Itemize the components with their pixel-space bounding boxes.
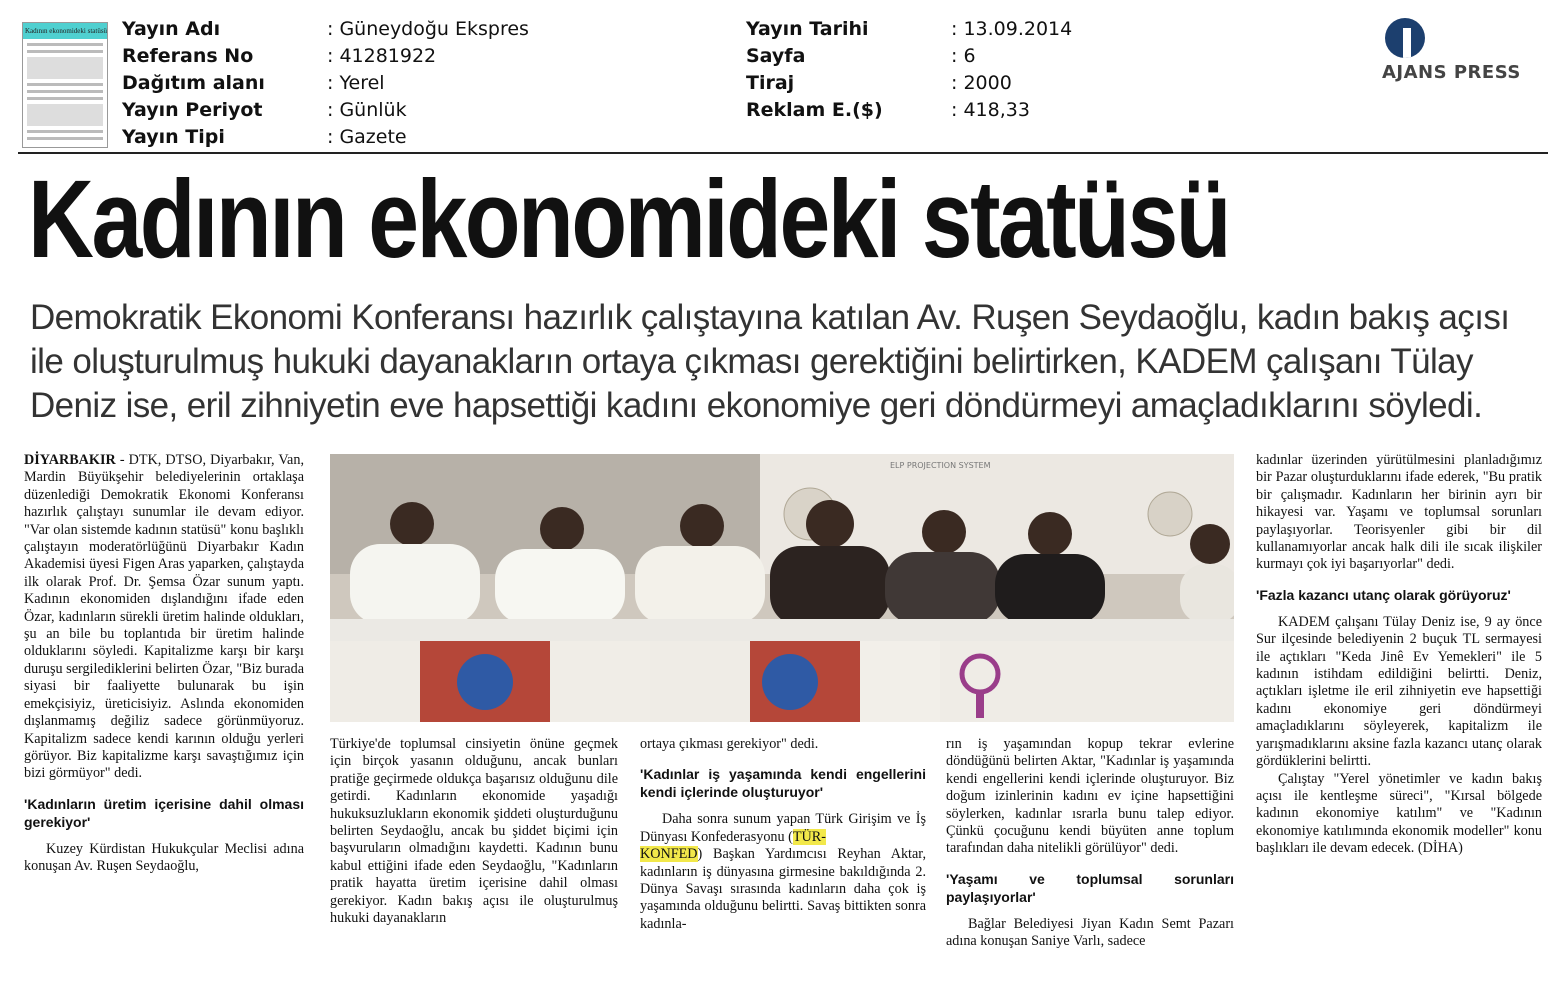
meta-key: Dağıtım alanı: [122, 72, 265, 94]
meta-key: Yayın Adı: [122, 18, 221, 40]
thumbnail-line: [27, 130, 103, 133]
meta-row: [746, 43, 1072, 70]
highlighted-text: TÜR-: [792, 828, 826, 845]
meta-value: : 13.09.2014: [951, 18, 1073, 40]
subheading: 'Fazla kazancı utanç olarak görüyoruz': [1256, 586, 1511, 603]
logo-mark-icon: [1385, 18, 1425, 58]
meta-key: Reklam E.($): [746, 99, 883, 121]
logo-text: AJANS PRESS: [1382, 62, 1521, 83]
meta-row: [746, 16, 1072, 43]
subheading: 'Yaşamı ve toplumsal sorunları paylaşıyorlar': [946, 870, 1234, 905]
meta-value: : 6: [951, 45, 976, 67]
conference-panel-photo: [330, 454, 1234, 722]
ajans-press-logo: [1382, 18, 1546, 90]
meta-row: [122, 97, 529, 124]
meta-row: [122, 43, 529, 70]
paragraph: Türkiye'de toplumsal cinsiyetin önüne geçmek için birçok yasanın olduğunu, ancak bunları pratiğe geçirmede oldukça başarısız olduğunu dile getirdi. Kadınların ekonomide yaşadığı hukuksuzlukların ekonomik şiddeti oluşturduğunu belirten Seydaoğlu, ancak bu şiddet biçimi için başvuruların olmadığını kaydetti. Kadının bunu kabul ettiğini ifade eden Seydaoğlu, "Kadınların pratik hayatta üretim içerisine dahil olması gerekiyor. Kadın bakış açısı ile oluşturulmuş hukuki dayanakların: [330, 736, 618, 927]
photo-screen-text: ELP PROJECTION SYSTEM: [890, 461, 991, 470]
publication-meta-right: [746, 16, 1072, 124]
thumbnail-line: [27, 90, 103, 93]
meta-value: : Gazete: [327, 126, 407, 148]
subheading: 'Kadınların üretim içerisine dahil olması gerekiyor': [24, 795, 304, 830]
thumbnail-block: [27, 104, 103, 126]
header-divider: [18, 152, 1548, 154]
thumbnail-line: [27, 97, 103, 100]
paragraph: ortaya çıkması gerekiyor" dedi.: [640, 736, 819, 752]
article-column-1: [24, 452, 304, 876]
dateline: DİYARBAKIR: [24, 452, 116, 468]
paragraph: [24, 452, 304, 783]
meta-key: Yayın Tipi: [122, 126, 225, 148]
thumbnail-line: [27, 137, 103, 140]
meta-key: Tiraj: [746, 72, 795, 94]
thumbnail-line: [27, 83, 103, 86]
thumbnail-line: [27, 43, 103, 46]
meta-row: [746, 70, 1072, 97]
article-photo: [330, 454, 1234, 722]
meta-value: : Yerel: [327, 72, 385, 94]
page-thumbnail: [22, 22, 108, 148]
paragraph-text: - DTK, DTSO, Diyarbakır, Van, Mardin Büyükşehir belediyelerinin ortaklaşa düzenlediği Demokratik Ekonomi Konferansı hazırlık çalıştayı sunumlar ile devam ediyor. "Var olan sistemde kadının statüsü" konu başlıklı çalıştayın moderatörlüğünü Diyarbakır Kadın Akademisi üyesi Figen Aras yaparken, çalıştayda ilk olarak Prof. Dr. Şemsa Özar sunum yaptı. Kadının ekonomiden dışlandığını ifade eden Özar, kadınların sürekli üretim halinde oldukları, şu an bile bu toplantıda bir üretim halinde olduklarını söyledi. Kapitalizme karşı bir karşı duruşu sergilediklerini belirten Özar, "Biz burada siyasi bir faaliyette bulunarak bu işin emekçisiyiz, üreticisiyiz. Aslında ekonomiden dışlanmamış değiliz sadece görünmüyoruz. Kapitalizm sadece kendi karının olduğu yerleri görüyor. Biz kapitalizme karşı savaştığımız için bizi görmüyor" dedi.: [24, 452, 304, 782]
meta-value: : 2000: [951, 72, 1012, 94]
paragraph-text: Daha sonra sunum yapan Türk Girişim ve İş Dünyası Konfederasyonu (: [640, 811, 926, 845]
meta-row: [122, 16, 529, 43]
paragraph: Kuzey Kürdistan Hukukçular Meclisi adına konuşan Av. Ruşen Seydaoğlu,: [24, 840, 304, 875]
paragraph: KADEM çalışanı Tülay Deniz ise, 9 ay önce Sur ilçesinde belediyenin 2 buçuk TL sermayesi ile açtıkları "Keda Jinê Ev Yemekleri" ile 5 kadının istihdam edildiğini belirtti. Deniz, açtıkları işletme ile eril zihniyetin eve hapsettiği kadını ekonomiye geri döndürmeyi amaçladıklarını söyleyerek, kapitalizm ile yarışmadıklarını aksine fazla kazancı utanç olarak gördüklerini belirtti.: [1256, 613, 1542, 770]
paragraph: rın iş yaşamından kopup tekrar evlerine döndüğünü belirten Aktar, "Kadınlar iş yaşamında kendi engellerini kendi içlerinde oluşturuyor. Biz doğum izinlerinin kadını ev içine hapsettiğini söylerken, kadınlar ısrarla bunu talep ediyor. Çünkü çocuğunu kendi büyüten anne toplum tarafından daha nitelikli görülüyor" dedi.: [946, 736, 1234, 857]
article-lede: Demokratik Ekonomi Konferansı hazırlık çalıştayına katılan Av. Ruşen Seydaoğlu, kadın bakış açısı ile oluşturulmuş hukuki dayanakların ortaya çıkması gerektiğini belirtirken, KADEM çalışanı Tülay Deniz ise, eril zihniyetin eve hapsettiği kadını ekonomiye geri döndürmeyi amaçladıklarını söyledi.: [30, 298, 1510, 425]
meta-row: [122, 70, 529, 97]
meta-key: Yayın Periyot: [122, 99, 263, 121]
meta-value: : Güneydoğu Ekspres: [327, 18, 529, 40]
meta-row: [746, 97, 1072, 124]
paragraph: Çalıştay "Yerel yönetimler ve kadın bakış açısı ile kentleşme süreci", "Kırsal bölgede kadının ekonomiye katılım" ve "Kadının ekonomiye katılımında ekonomik modeller" konu başlıkları ile devam edecek. (DİHA): [1256, 770, 1542, 857]
meta-key: Yayın Tarihi: [746, 18, 869, 40]
article-column-3: [640, 736, 926, 933]
meta-key: Referans No: [122, 45, 254, 67]
meta-value: : Günlük: [327, 99, 407, 121]
article-headline: Kadının ekonomideki statüsü: [28, 158, 1230, 281]
highlighted-text: KONFED: [640, 846, 698, 863]
paragraph: Bağlar Belediyesi Jiyan Kadın Semt Pazarı adına konuşan Saniye Varlı, sadece: [946, 915, 1234, 950]
thumbnail-block: [27, 57, 103, 79]
article-column-4: [946, 736, 1234, 951]
publication-meta-left: [122, 16, 529, 151]
meta-key: Sayfa: [746, 45, 806, 67]
paragraph: kadınlar üzerinden yürütülmesini planladığımız bir Pazar oluşturduklarını ifade ederek, "Bu pratik bir çalışmadır. Kadınların her birinin ayrı bir hikayesi var. Yaşamı ve toplumsal sorunları paylaşıyorlar. Teorisyenler gibi bir dil kullanamıyorlar ancak halk dili ile sıcak ilişkiler kurmayı çok iyi başarıyorlar" dedi.: [1256, 452, 1542, 573]
subheading: 'Kadınlar iş yaşamında kendi engellerini kendi içlerinde oluşturuyor': [640, 766, 926, 801]
thumbnail-title: Kadının ekonomideki statüsü: [23, 23, 107, 39]
meta-row: [122, 124, 529, 151]
article-column-5: [1256, 452, 1542, 858]
paragraph: [640, 811, 926, 933]
article-column-2: [330, 736, 618, 927]
thumbnail-line: [27, 50, 103, 53]
paragraph-text: ) Başkan Yardımcısı Reyhan Aktar, kadınların iş dünyasına girmesine bakıldığında 2. Dünya Savaşı sırasında kadınların daha çok iş yaşamında olduğunu belirtti. Savaş bittikten sonra kadınla-: [640, 846, 926, 932]
meta-value: : 41281922: [327, 45, 437, 67]
meta-value: : 418,33: [951, 99, 1030, 121]
